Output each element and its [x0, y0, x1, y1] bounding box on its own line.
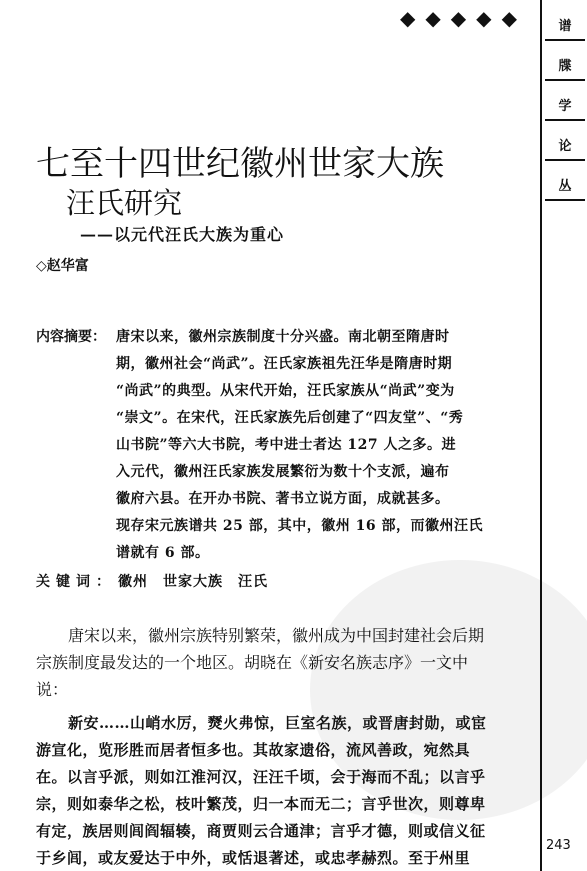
quote-line: 在。以言乎派，则如江淮河汉，汪汪千顷，会于海而不乱；以言乎	[36, 768, 486, 786]
body-line: 宗族制度最发达的一个地区。胡晓在《新安名族志序》一文中	[36, 653, 469, 672]
keywords-value: 徽州 世家大族 汪氏	[118, 574, 268, 590]
abstract-line: 徽府六县。在开办书院、著书立说方面，成就甚多。	[116, 491, 450, 507]
abstract-line: 谱就有 6 部。	[116, 545, 210, 561]
body-line: 唐宋以来，徽州宗族特别繁荣，徽州成为中国封建社会后期	[68, 626, 485, 645]
margin-rule	[540, 0, 542, 871]
sidebar-char: 牒	[545, 54, 585, 81]
abstract-line: 期，徽州社会“尚武”。汪氏家族祖先汪华是隋唐时期	[116, 356, 453, 372]
diamond-icon: ◆	[425, 6, 441, 30]
abstract-label: 内容摘要：	[36, 329, 106, 345]
abstract-line: 唐宋以来，徽州宗族制度十分兴盛。南北朝至隋唐时	[116, 329, 450, 345]
quote-line: 于乡闾，或友爱达于中外，或恬退著述，或忠孝赫烈。至于州里	[36, 849, 471, 867]
quote-line: 宗，则如泰华之松，枝叶繁茂，归一本而无二；言乎世次，则尊卑	[36, 795, 486, 813]
article-title-line-2: 汪氏研究	[66, 186, 183, 220]
keywords-label: 关键词：	[36, 574, 116, 590]
sidebar-char: 论	[545, 134, 585, 161]
abstract-line: “崇文”。在宋代，汪氏家族先后创建了“四友堂”、“秀	[116, 410, 464, 426]
sidebar-char: 丛	[545, 174, 585, 201]
quote-line: 游宣化，览形胜而居者恒多也。其故家遗俗，流风善政，宛然具	[36, 741, 471, 759]
abstract-line: 入元代，徽州汪氏家族发展繁衍为数十个支派，遍布	[116, 464, 450, 480]
abstract-line: 山书院”等六大书院，考中进士者达 127 人之多。进	[116, 437, 457, 453]
diamond-icon: ◆	[501, 6, 517, 30]
body-line: 说：	[36, 680, 69, 699]
abstract-line: 现存宋元族谱共 25 部，其中，徽州 16 部，而徽州汪氏	[116, 518, 483, 534]
diamond-icon: ◆	[400, 6, 416, 30]
author-name: ◇赵华富	[36, 258, 89, 274]
diamond-icon: ◆	[476, 6, 492, 30]
quote-line: 有定，族居则闾阎辐辏，商贾则云合通津；言乎才德，则或信义征	[36, 822, 486, 840]
sidebar-char: 谱	[545, 14, 585, 41]
sidebar-char: 学	[545, 94, 585, 121]
article-subtitle: ——以元代汪氏大族为重心	[80, 225, 285, 244]
header-diamonds	[400, 6, 530, 30]
quote-line: 新安……山峭水厉，燹火弗惊，巨室名族，或晋唐封勋，或宦	[68, 714, 487, 732]
section-sidebar	[545, 14, 585, 214]
page-number: 243	[546, 838, 571, 853]
article-title-line-1: 七至十四世纪徽州世家大族	[36, 144, 444, 184]
keywords-row	[36, 571, 268, 591]
diamond-icon: ◆	[450, 6, 467, 30]
abstract-line: “尚武”的典型。从宋代开始，汪氏家族从“尚武”变为	[116, 383, 455, 399]
